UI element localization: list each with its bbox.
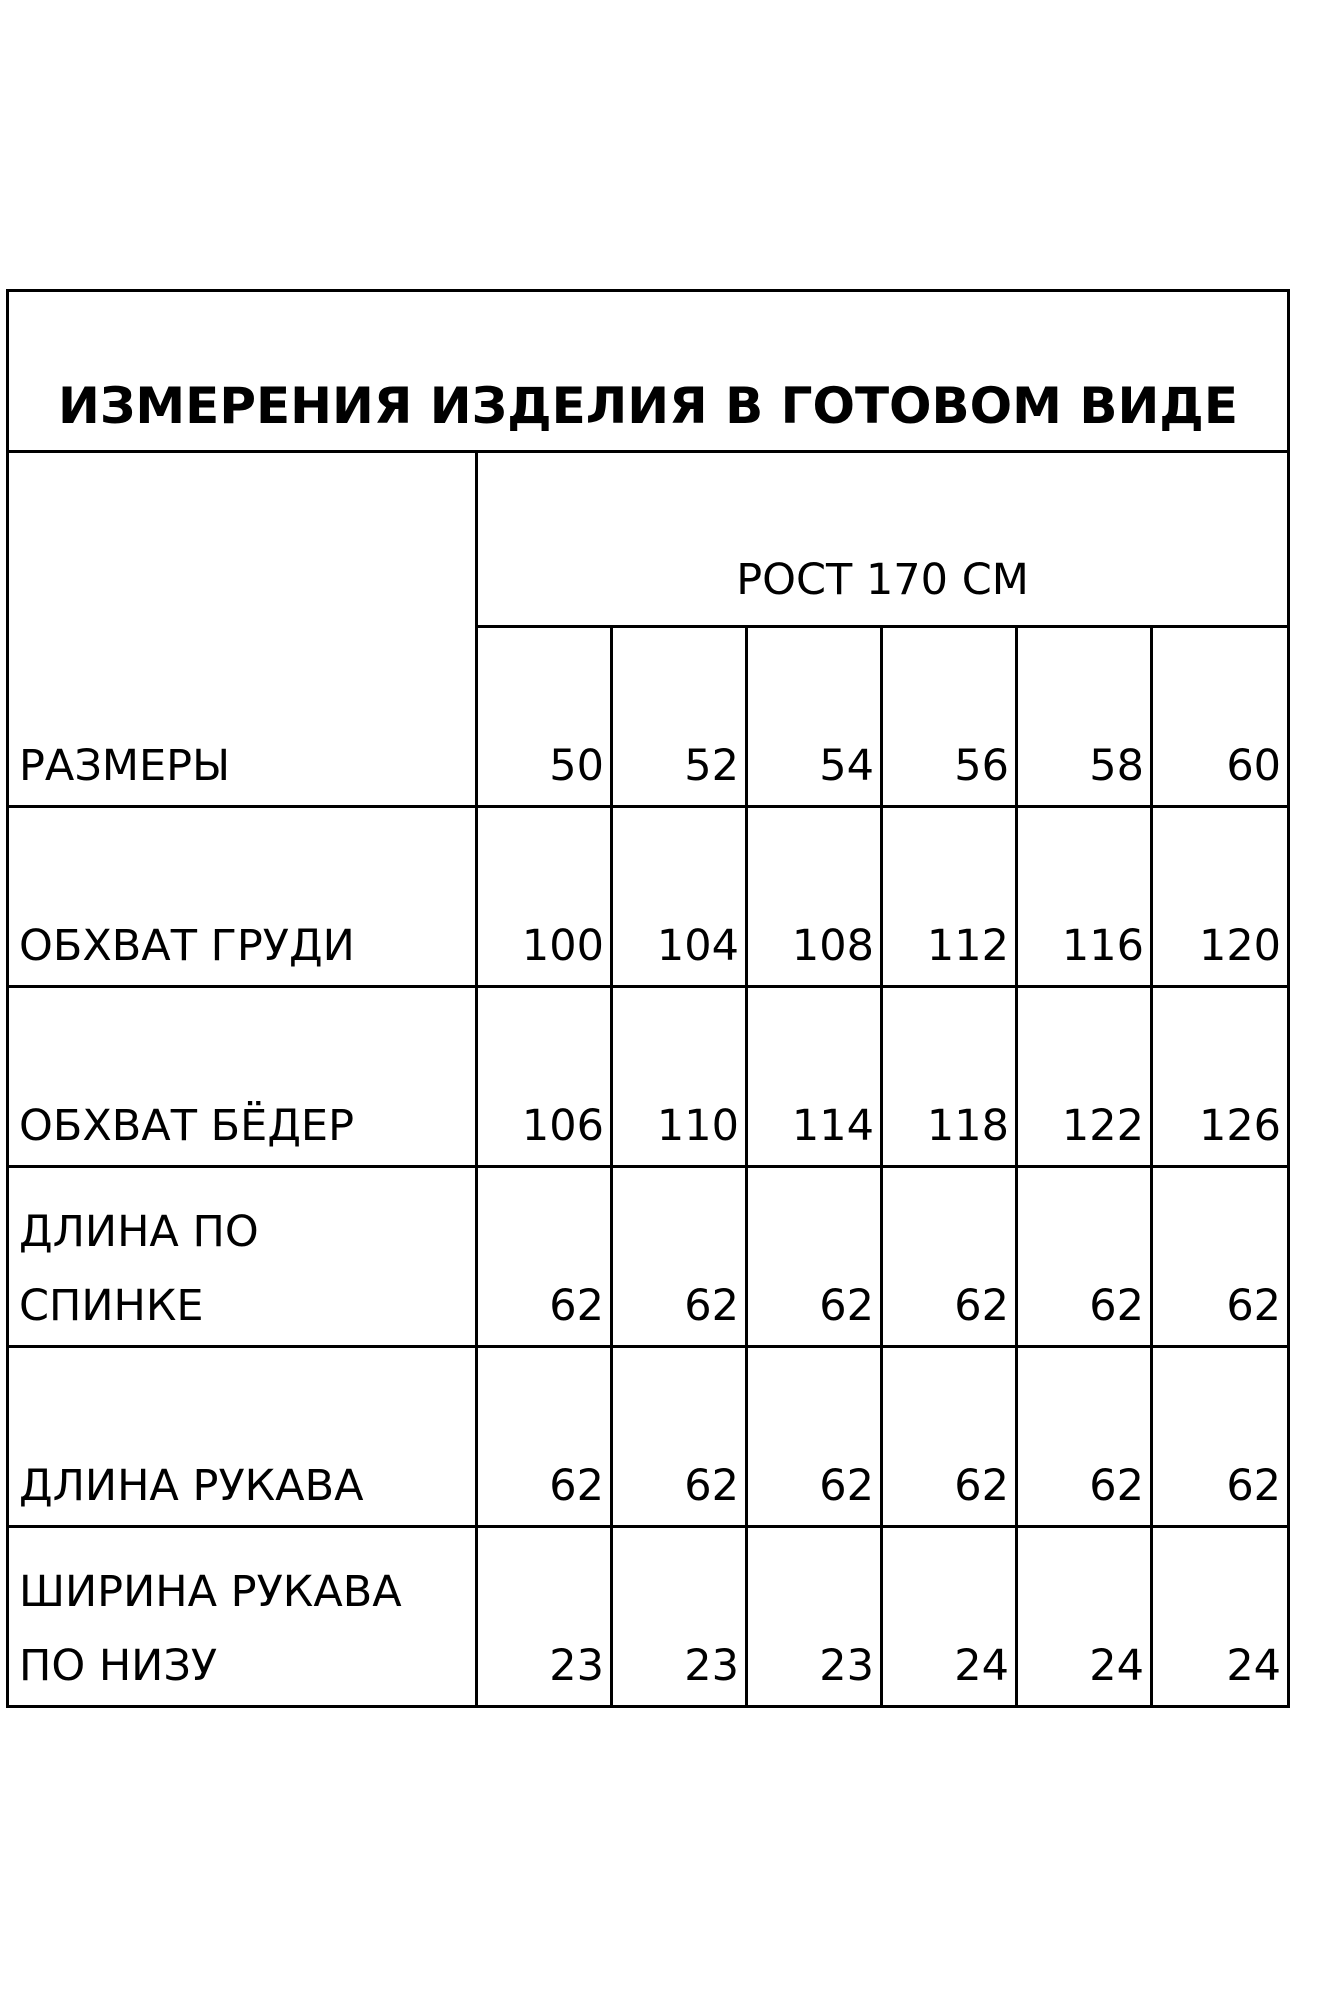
table-row (8, 1347, 1289, 1527)
cell-value: 62 (477, 1167, 612, 1347)
cell-value: 120 (1152, 807, 1289, 987)
cell-value: 110 (612, 987, 747, 1167)
table-row (8, 987, 1289, 1167)
cell-value: 62 (612, 1347, 747, 1527)
cell-value: 62 (747, 1347, 882, 1527)
row-label: ОБХВАТ БЁДЕР (8, 987, 477, 1167)
cell-value: 62 (1017, 1167, 1152, 1347)
cell-value: 122 (1017, 987, 1152, 1167)
cell-value: 126 (1152, 987, 1289, 1167)
cell-value: 116 (1017, 807, 1152, 987)
cell-value: 23 (612, 1527, 747, 1707)
cell-value: 114 (747, 987, 882, 1167)
cell-value: 24 (1017, 1527, 1152, 1707)
table-row (8, 1167, 1289, 1347)
cell-value: 62 (477, 1347, 612, 1527)
table-title: ИЗМЕРЕНИЯ ИЗДЕЛИЯ В ГОТОВОМ ВИДЕ (8, 291, 1289, 452)
cell-value: 62 (1152, 1167, 1289, 1347)
size-value: 60 (1152, 627, 1289, 807)
size-value: 50 (477, 627, 612, 807)
title-row (8, 291, 1289, 452)
cell-value: 118 (882, 987, 1017, 1167)
cell-value: 62 (1017, 1347, 1152, 1527)
row-label: ОБХВАТ ГРУДИ (8, 807, 477, 987)
cell-value: 62 (1152, 1347, 1289, 1527)
row-label: ДЛИНА ПО СПИНКЕ (8, 1167, 477, 1347)
size-value: 54 (747, 627, 882, 807)
cell-value: 104 (612, 807, 747, 987)
row-label: ДЛИНА РУКАВА (8, 1347, 477, 1527)
cell-value: 23 (477, 1527, 612, 1707)
table-row (8, 807, 1289, 987)
cell-value: 62 (882, 1167, 1017, 1347)
height-row (8, 452, 1289, 627)
cell-value: 62 (747, 1167, 882, 1347)
height-label: РОСТ 170 СМ (477, 452, 1289, 627)
cell-value: 108 (747, 807, 882, 987)
cell-value: 23 (747, 1527, 882, 1707)
size-value: 58 (1017, 627, 1152, 807)
cell-value: 24 (1152, 1527, 1289, 1707)
sizes-label: РАЗМЕРЫ (8, 452, 477, 807)
cell-value: 62 (612, 1167, 747, 1347)
size-value: 52 (612, 627, 747, 807)
cell-value: 62 (882, 1347, 1017, 1527)
cell-value: 106 (477, 987, 612, 1167)
table-row (8, 1527, 1289, 1707)
cell-value: 24 (882, 1527, 1017, 1707)
cell-value: 112 (882, 807, 1017, 987)
size-value: 56 (882, 627, 1017, 807)
measurements-table (6, 289, 1290, 1708)
cell-value: 100 (477, 807, 612, 987)
row-label: ШИРИНА РУКАВА ПО НИЗУ (8, 1527, 477, 1707)
